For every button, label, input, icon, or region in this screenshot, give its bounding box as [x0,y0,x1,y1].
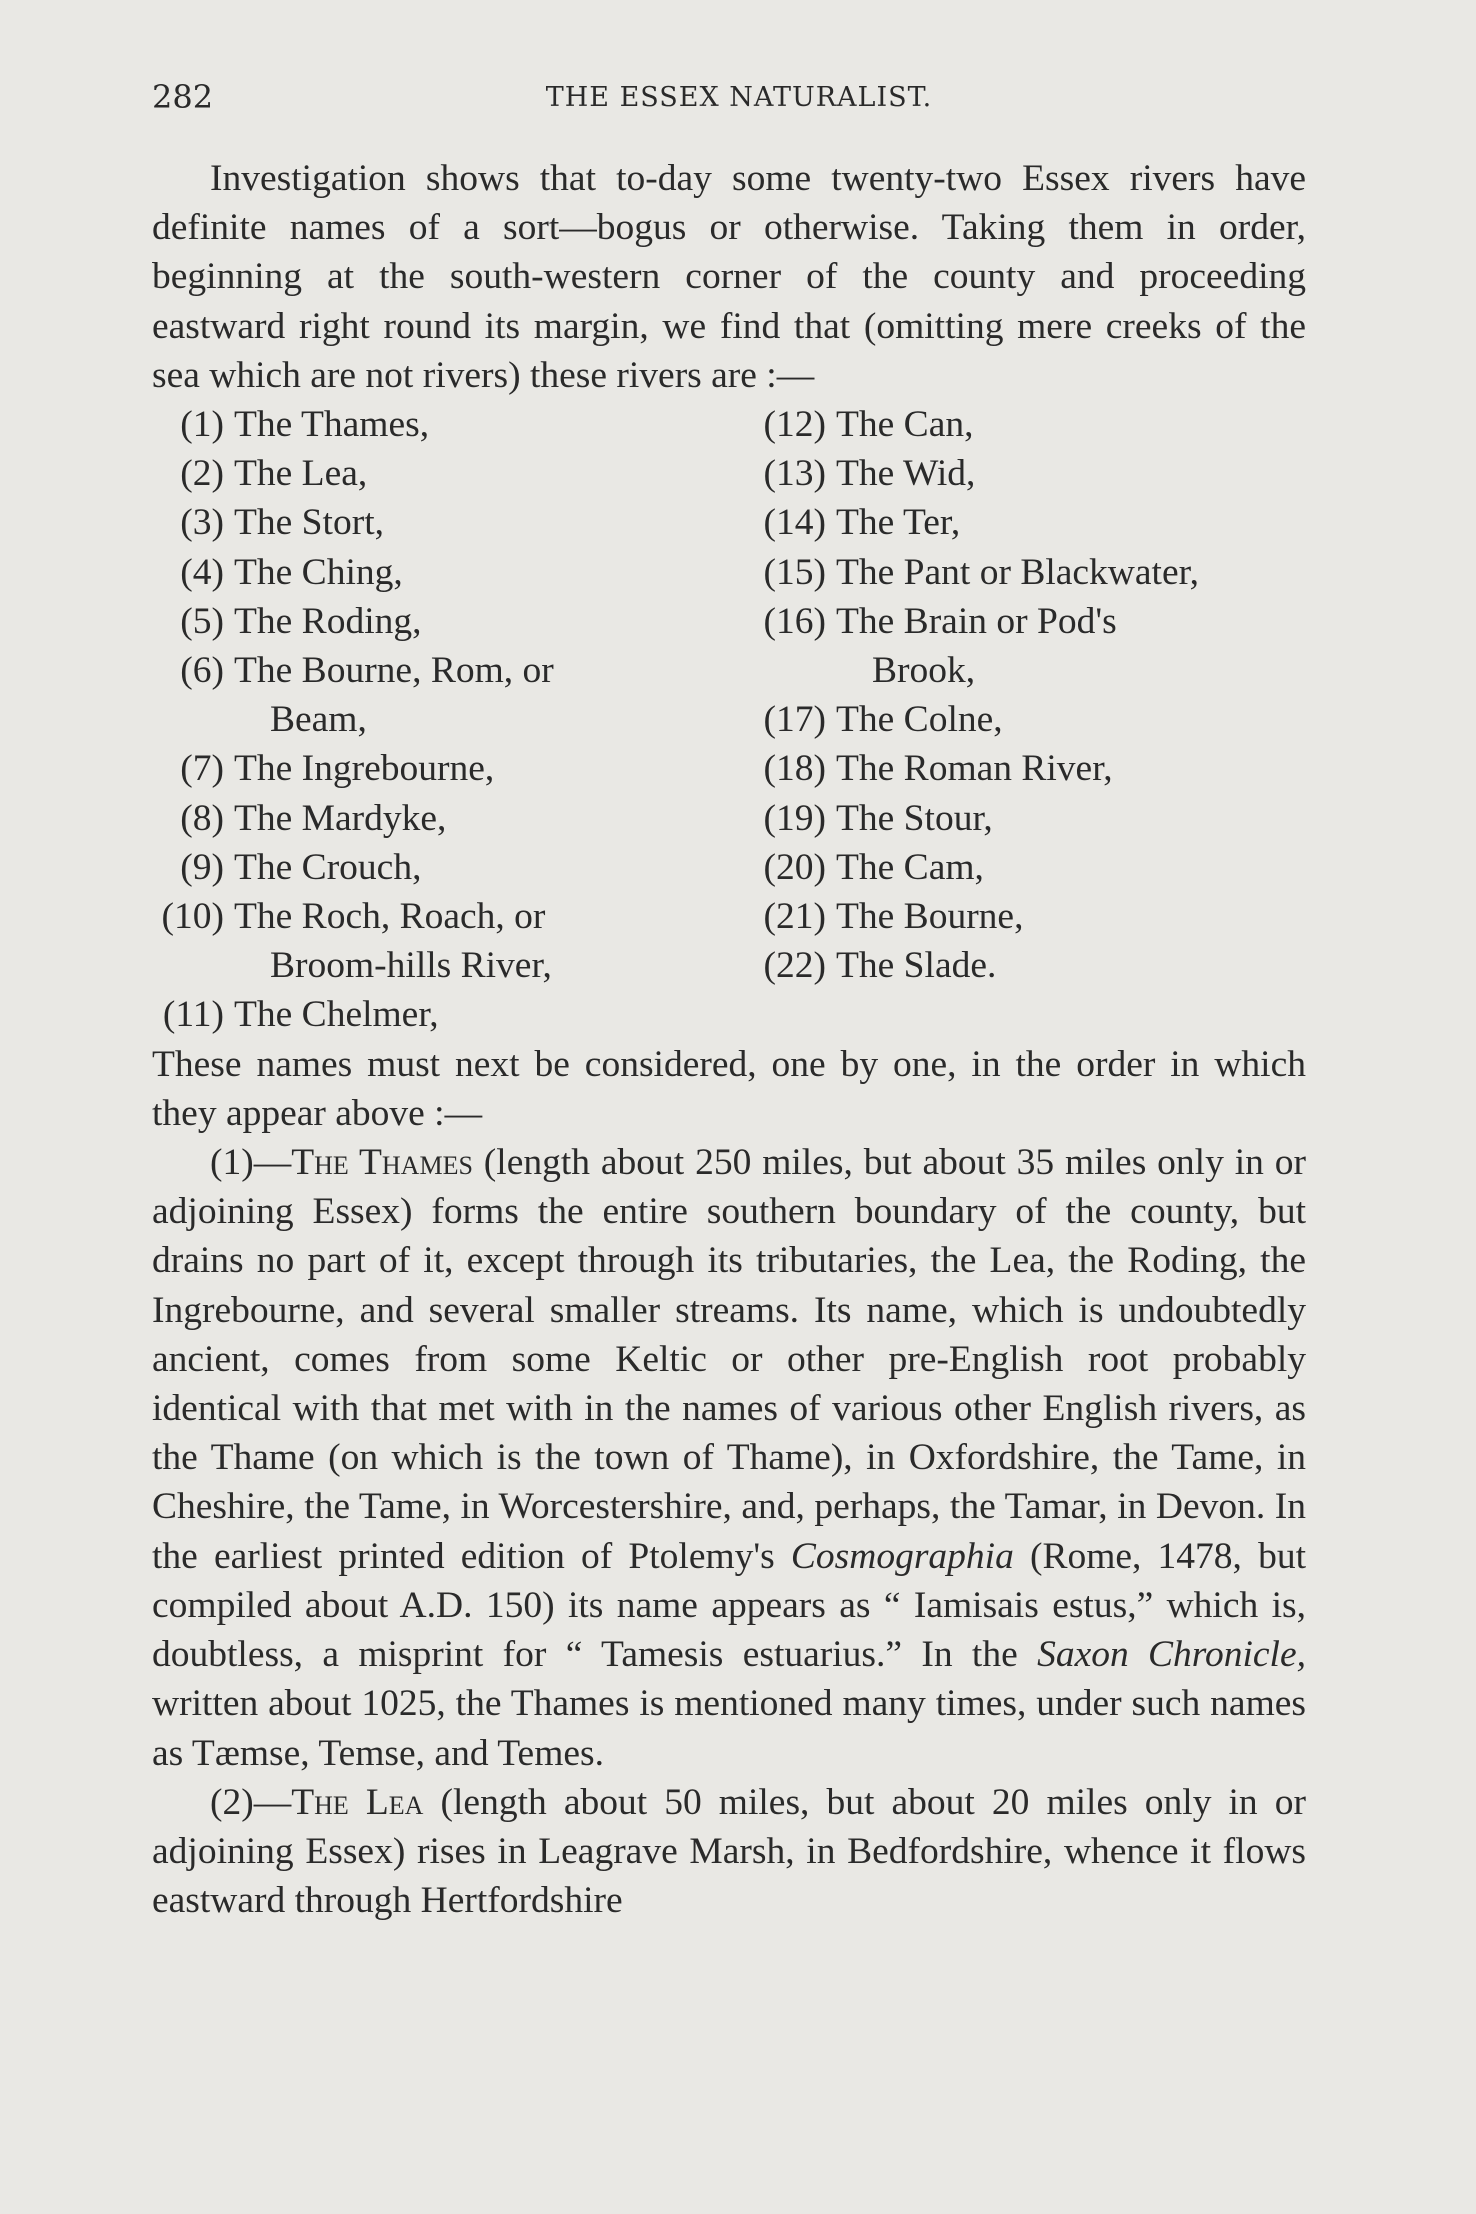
river-name-line: The Stort, [234,502,384,544]
river-number: (8) [180,797,224,839]
river-number: (21) [763,896,826,938]
river-name [836,744,1306,793]
river-name [836,892,1306,941]
intro-paragraph: Investigation shows that to-day some twenty-two Essex rivers have definite names of a sort—bogus or otherwise. Taking them in order, beginning at the south-western corner of the county and proceeding eastward right round its margin, we find that (omitting mere creeks of the sea which are not rivers) these rivers are :— [152,158,1306,396]
river-list-item [754,744,1306,793]
river-name-line: The Mardyke, [234,797,447,839]
river-list-item [754,695,1306,744]
river-list-item [152,990,754,1039]
river-number: (20) [763,846,826,888]
thames-text-1: (length about 250 miles, but about 35 miles only in or adjoining Essex) forms the entire southern boundary of the county, but drains no part of it, except through its tributaries, the Lea, the Roding, the Ingrebourne, and several smaller streams. Its name, which is undoubtedly ancient, comes from some Keltic or other pre-English root probably identical with that met with in the names of various other English rivers, as the Thame (on which is the town of Thame), in Oxfordshire, the Tame, in Cheshire, the Tame, in Worcestershire, and, perhaps, the Tamar, in Devon. In the earliest printed edition of Ptolemy's [152,1142,1306,1577]
river-name [234,449,754,498]
river-name [836,498,1306,547]
river-number: (22) [763,945,826,987]
river-list-item [754,449,1306,498]
thames-text-3: written about 1025, the Thames is mentioned many times, under such names as Tæmse, Temse, and Temes. [152,1683,1306,1774]
river-name [234,498,754,547]
river-number: (17) [763,699,826,741]
river-name [836,843,1306,892]
river-list-item [152,548,754,597]
river-number: (16) [763,600,826,642]
river-name [836,400,1306,449]
thames-paragraph [152,1138,1306,1778]
river-name [836,941,1306,990]
river-list-item [754,400,1306,449]
river-number: (9) [180,846,224,888]
river-name-line: The Roman River, [836,748,1113,790]
river-number: (4) [180,551,224,593]
river-list-item [152,498,754,547]
river-name-continuation: Broom-hills River, [270,945,552,987]
river-list-item [754,597,1306,695]
river-list-item [754,941,1306,990]
lea-heading: The Lea [291,1781,424,1823]
river-name-line: The Pant or Blackwater, [836,551,1199,593]
after-list-paragraph: These names must next be considered, one by one, in the order in which they appear above :— [152,1043,1306,1134]
river-list-item [754,498,1306,547]
river-number: (18) [763,748,826,790]
thames-text-2: (Rome, 1478, but compiled about A.D. 150) its name appears as “ Iamisais estus,” which is, doubtless, a misprint for “ Tamesis estuarius.” In the [152,1535,1306,1676]
river-name [234,646,754,744]
river-list-item [152,646,754,744]
river-name-line: The Chelmer, [234,994,439,1036]
river-name-line: The Roch, Roach, or [234,896,546,938]
thames-italic-saxon-chronicle: Saxon Chronicle, [1037,1634,1306,1676]
river-number: (14) [763,502,826,544]
river-name [836,794,1306,843]
river-name [234,990,754,1039]
river-number: (1) [180,404,224,446]
river-list-item [152,449,754,498]
river-name-line: The Roding, [234,600,422,642]
running-header [152,78,1326,124]
river-number: (2) [180,453,224,495]
river-list-item [152,892,754,990]
river-name [234,843,754,892]
river-name-continuation: Beam, [270,699,367,741]
river-list-item [754,843,1306,892]
thames-number: (1)— [210,1142,292,1184]
lea-text: (length about 50 miles, but about 20 miles only in or adjoining Essex) rises in Leagrave Marsh, in Bedfordshire, whence it flows eastward through Hertfordshire [152,1781,1307,1922]
rivers-list [152,400,1306,1040]
page-body [152,154,1306,1925]
river-list-item [152,400,754,449]
river-name-line: The Colne, [836,699,1003,741]
river-name [234,400,754,449]
river-number: (5) [180,600,224,642]
river-name [234,794,754,843]
river-name [234,744,754,793]
river-name-line: The Ching, [234,551,403,593]
river-name-line: The Lea, [234,453,368,495]
river-list-item [152,794,754,843]
river-name [234,548,754,597]
rivers-list-left-column [152,400,754,1040]
lea-number: (2)— [210,1781,292,1823]
river-list-item [152,744,754,793]
river-name-line: The Ter, [836,502,961,544]
river-number: (19) [763,797,826,839]
river-name-line: The Stour, [836,797,993,839]
river-number: (6) [180,650,224,692]
river-name [836,597,1306,695]
river-number: (3) [180,502,224,544]
lea-paragraph [152,1778,1306,1926]
river-name-line: The Thames, [234,404,430,446]
river-number: (12) [763,404,826,446]
river-list-item [152,843,754,892]
river-name-line: The Bourne, [836,896,1024,938]
rivers-list-right-column [754,400,1306,1040]
river-list-item [754,794,1306,843]
river-name [836,695,1306,744]
river-number: (13) [763,453,826,495]
river-list-item [754,892,1306,941]
river-name [234,597,754,646]
river-number: (11) [162,994,224,1036]
river-list-item [754,548,1306,597]
river-name-line: The Bourne, Rom, or [234,650,554,692]
river-name [836,449,1306,498]
river-list-item [152,597,754,646]
river-number: (10) [161,896,224,938]
page-number: 282 [152,78,214,116]
river-number: (7) [180,748,224,790]
river-name-line: The Cam, [836,846,984,888]
river-name-line: The Can, [836,404,974,446]
thames-italic-cosmographia: Cosmographia [790,1535,1014,1577]
river-name [234,892,754,990]
river-name-line: The Brain or Pod's [836,600,1117,642]
running-title: THE ESSEX NATURALIST. [545,82,933,113]
thames-heading: The Thames [291,1142,473,1184]
river-name [836,548,1306,597]
river-name-line: The Slade. [836,945,997,987]
river-name-line: The Ingrebourne, [234,748,495,790]
river-name-line: The Wid, [836,453,976,495]
river-number: (15) [763,551,826,593]
river-name-continuation: Brook, [872,650,976,692]
river-name-line: The Crouch, [234,846,422,888]
